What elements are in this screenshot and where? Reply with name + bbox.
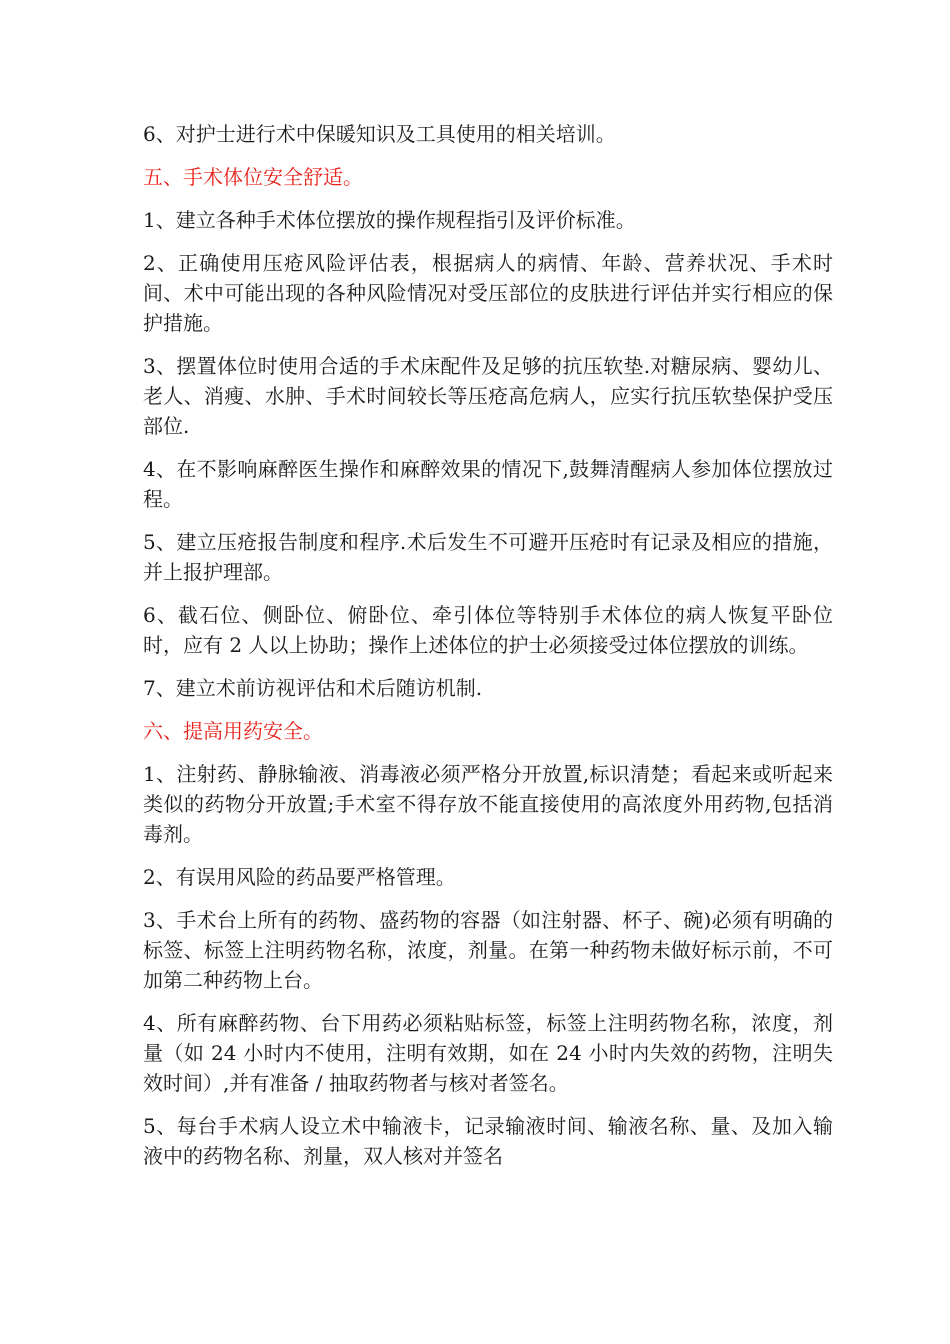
paragraph-item-4: 4、所有麻醉药物、台下用药必须粘贴标签，标签上注明药物名称，浓度，剂量（如 24 小时内不使用，注明有效期，如在 24 小时内失效的药物，注明失效时间）,并有准备 / 抽取药物者与核对者签名。 <box>143 1011 833 1095</box>
section-heading-6: 六、提高用药安全。 <box>143 719 323 743</box>
paragraph-item-2: 2、有误用风险的药品要严格管理。 <box>143 865 456 889</box>
paragraph-item-5: 5、建立压疮报告制度和程序.术后发生不可避开压疮时有记录及相应的措施，并上报护理部。 <box>143 530 833 584</box>
paragraph-item-1: 1、注射药、静脉输液、消毒液必须严格分开放置,标识清楚；看起来或听起来类似的药物分开放置;手术室不得存放不能直接使用的高浓度外用药物,包括消毒剂。 <box>143 762 833 846</box>
document-page <box>143 119 833 1184</box>
section-heading-5: 五、手术体位安全舒适。 <box>143 165 363 189</box>
paragraph-item-1: 1、建立各种手术体位摆放的操作规程指引及评价标准。 <box>143 208 636 232</box>
paragraph-item-2: 2、正确使用压疮风险评估表，根据病人的病情、年龄、营养状况、手术时间、术中可能出现的各种风险情况对受压部位的皮肤进行评估并实行相应的保护措施。 <box>143 251 833 335</box>
paragraph-item-5: 5、每台手术病人设立术中输液卡，记录输液时间、输液名称、量、及加入输液中的药物名称、剂量，双人核对并签名 <box>143 1114 833 1168</box>
paragraph-item-6-staff-training: 6、对护士进行术中保暖知识及工具使用的相关培训。 <box>143 122 616 146</box>
paragraph-item-3: 3、手术台上所有的药物、盛药物的容器（如注射器、杯子、碗)必须有明确的标签、标签上注明药物名称，浓度，剂量。在第一种药物未做好标示前，不可加第二种药物上台。 <box>143 908 833 992</box>
paragraph-item-7: 7、建立术前访视评估和术后随访机制. <box>143 676 483 700</box>
paragraph-item-6: 6、截石位、侧卧位、俯卧位、牵引体位等特别手术体位的病人恢复平卧位时，应有 2 人以上协助；操作上述体位的护士必须接受过体位摆放的训练。 <box>143 603 833 657</box>
paragraph-item-4: 4、在不影响麻醉医生操作和麻醉效果的情况下,鼓舞清醒病人参加体位摆放过程。 <box>143 457 833 511</box>
paragraph-item-3: 3、摆置体位时使用合适的手术床配件及足够的抗压软垫.对糖尿病、婴幼儿、老人、消瘦、水肿、手术时间较长等压疮高危病人，应实行抗压软垫保护受压部位. <box>143 354 833 438</box>
